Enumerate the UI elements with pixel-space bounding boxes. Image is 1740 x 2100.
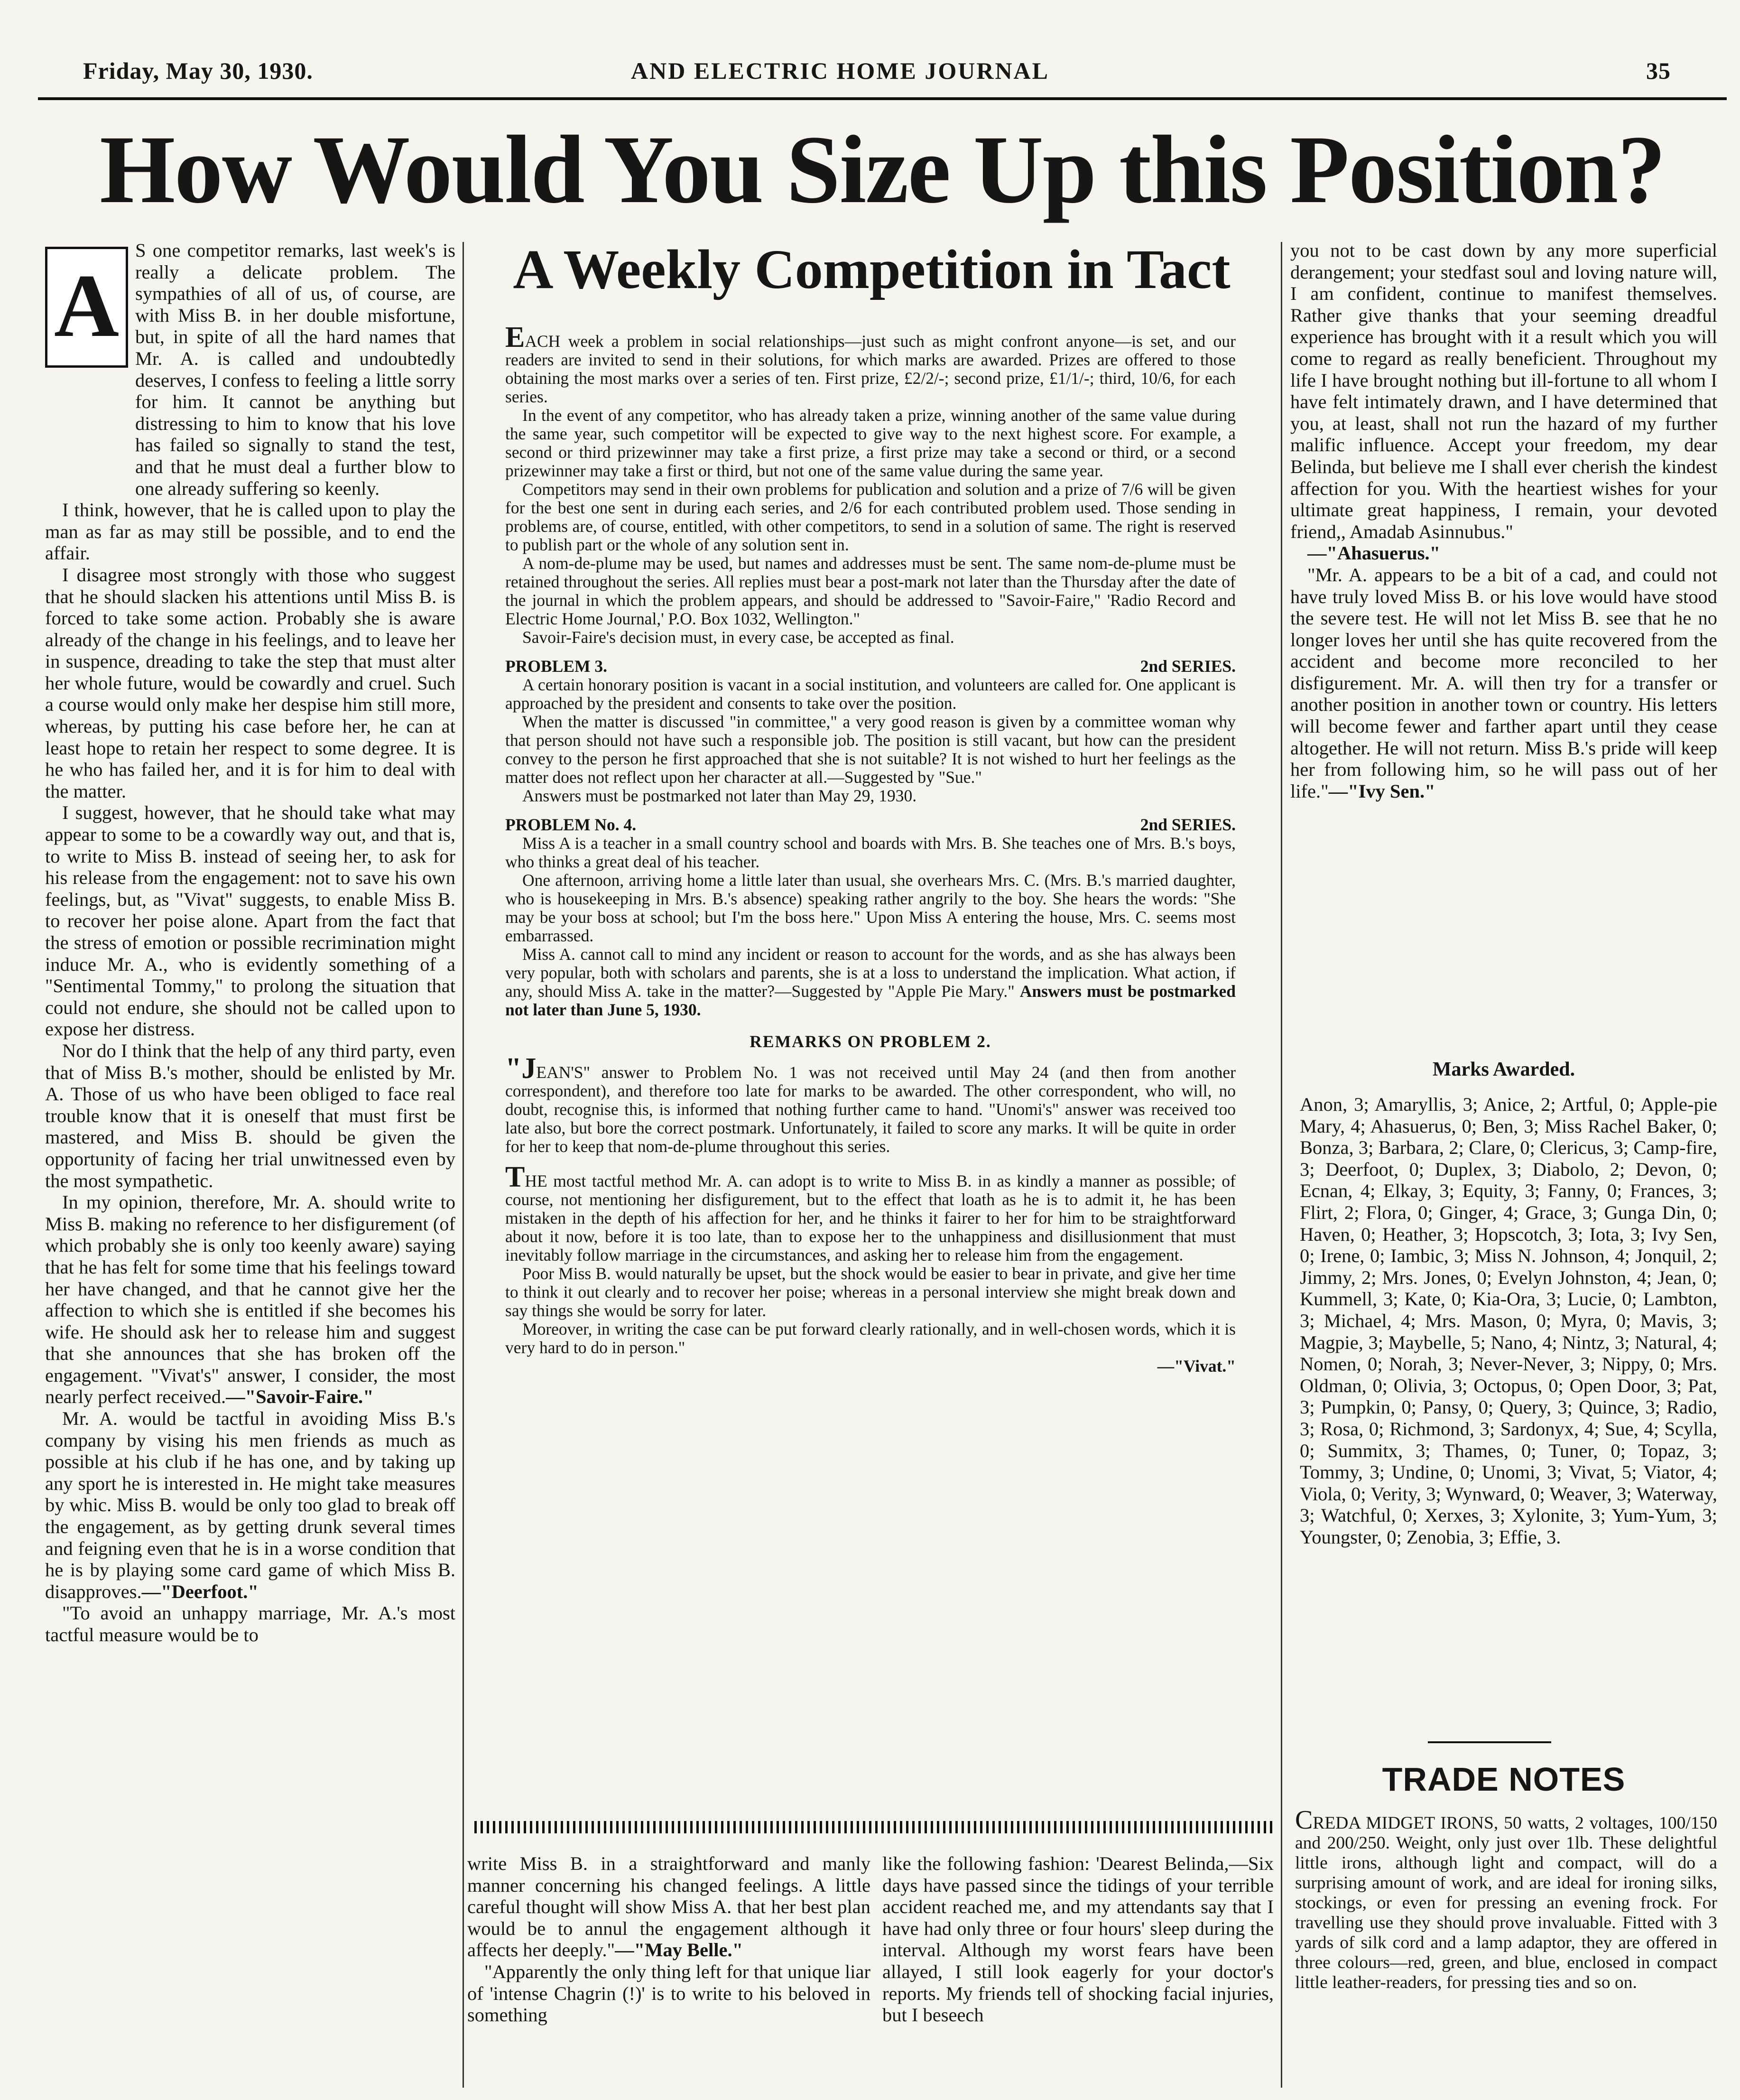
header-rule [38,97,1727,100]
rules-intro [505,321,1236,406]
remarks-paragraph [505,1052,1236,1156]
bottom-text-body: write Miss B. in a straightforward and manly manner concerning his changed feelings. A little careful thought will show Miss A. that her best plan would be to annul the engagement although it affects her deeply." [467,1853,870,1961]
remarks-dropcap: T [505,1161,525,1193]
remarks-dropcap: "J [505,1052,537,1085]
page-number: 35 [1646,57,1671,84]
column-1 [45,240,455,1646]
col1-paragraph [45,1191,455,1408]
col4-paragraph: you not to be cast down by any more superficial derangement; your stedfast soul and loving nature will, I am confident, continue to manifest themselves. Rather give thanks that your seeming dreadful experience has brought with it a result which you will come to regard as really beneficient. Throughout my life I have brought nothing but ill-fortune to all whom I have felt intimately drawn, and I have determined that you, at least, shall not run the hazard of my further malific influence. Accept your freedom, my dear Belinda, but believe me I shall ever cherish the kindest affection for you. With the heartiest wishes for your ultimate great happiness, I remain, your devoted friend,, Amadab Asinnubus." [1290,240,1717,542]
problem-3-text: A certain honorary position is vacant in a social institution, and volunteers are called for. One applicant is approached by the president and consents to take over the position. [505,675,1236,713]
signature-deerfoot: —"Deerfoot." [141,1580,259,1602]
ornamental-dropcap: A [45,247,128,368]
bottom-text [467,1853,870,1961]
problem-4-heading [505,816,1236,834]
col1-paragraph: I disagree most strongly with those who suggest that he should slacken his attentions until Miss B. is forced to take some action. Probably she is aware already of the change in his feelings, and to leave her in suspence, dreading to take the step that must alter her whole future, would be cowardly and cruel. Such a course would only make her despise him still more, whereas, by putting his case before her, he can at least hope to retain her respect to some degree. It is he who has failed her, and it is for him to deal with the matter. [45,564,455,802]
decorative-separator [474,1821,1276,1833]
problem-4-label: PROBLEM No. 4. [505,815,637,834]
trade-notes-body: REDA MIDGET IRONS, 50 watts, 2 voltages, 100/150 and 200/250. Weight, only just over 1lb. These delightful little irons, although light and compact, will do a surprising amount of work, and are ideal for ironing silks, stockings, or even for pressing an evening frock. For travelling use they should prove invaluable. Fitted with 3 yards of silk cord and a lamp adaptor, they are offered in three colours—red, green, and blue, enclosed in compact little leather-readers, for pressing ties and so on. [1295,1813,1717,1992]
problem-4-text: Miss A is a teacher in a small country school and boards with Mrs. B. She teaches one of Mrs. B.'s boys, who thinks a great deal of his teacher. [505,834,1236,871]
journal-name: AND ELECTRIC HOME JOURNAL [631,57,1050,84]
column-4 [1290,240,1717,802]
col1-paragraph: "To avoid an unhappy marriage, Mr. A.'s most tactful measure would be to [45,1602,455,1645]
subheadline: A Weekly Competition in Tact [513,238,1231,300]
problem-3-series: 2nd SERIES. [1140,657,1236,676]
remarks-text: HE most tactful method Mr. A. can adopt is to write to Miss B. in as kindly a manner as possible; of course, not mentioning her disfigurement, but to the effect that loath as he is to admit it, he has been mistaken in the depth of his affection for her, and he thinks it fairer to her for him to be straightforward about it now, before it is too late, than to expose her to the unhappiness and disillusionment that must inevitably follow marriage in the circumstances, and asking her to release him from the engagement. [505,1171,1236,1264]
remarks-paragraph [505,1161,1236,1264]
col4-paragraph [1290,564,1717,802]
signature-ivy-sen: —"Ivy Sen." [1328,780,1435,802]
column-rule [463,242,464,2088]
rules-paragraph: Savoir-Faire's decision must, in every case, be accepted as final. [522,628,954,647]
headline: How Would You Size Up this Position? [100,116,1665,223]
trade-notes-heading: TRADE NOTES [1382,1761,1626,1798]
marks-awarded-heading: Marks Awarded. [1432,1059,1575,1080]
signature-savoir-faire: —"Savoir-Faire." [226,1386,374,1408]
bottom-text: "Apparently the only thing left for that unique liar of 'intense Chagrin (!)' is to write to his beloved in something [467,1961,870,2026]
col1-text: Mr. A. would be tactful in avoiding Miss B.'s company by vising his men friends as much as possible at his club if he has one, and by taking up any sport he is interested in. He might take measures by whic. Miss B. would be only too glad to break off the engagement, as by getting drunk several times and feigning even that he is in a worse condition that he is by playing some card game of which Miss B. disapproves. [45,1408,455,1602]
rules-paragraph: A nom-de-plume may be used, but names and addresses must be sent. The same nom-de-plume must be retained throughout the series. All replies must bear a post-mark not later than the Thursday after the date of the journal in which the problem appears, and should be addressed to "Savoir-Faire," 'Radio Record and Electric Home Journal,' P.O. Box 1032, Wellington." [505,554,1236,628]
column-rule [1281,242,1282,2088]
signature-vivat: —"Vivat." [1157,1357,1236,1375]
problem-4-text: One afternoon, arriving home a little later than usual, she overhears Mrs. C. (Mrs. B.'s married daughter, who is housekeeping in Mrs. B.'s absence) speaking rather angrily to the boy. She hears the words: "She may be your boss at school; but I'm the boss here." Upon Miss A entering the house, Mrs. C. seems most embarrassed. [505,871,1236,945]
problem-3-heading [505,657,1236,676]
col1-paragraph: Nor do I think that the help of any third party, even that of Miss B.'s mother, should be enlisted by Mr. A. Those of us who have been obliged to face real trouble know that it is oneself that must first be mastered, and Miss B. should be given the opportunity of facing her trial unwitnessed even by the most sympathetic. [45,1040,455,1191]
remarks-heading: REMARKS ON PROBLEM 2. [750,1032,991,1051]
problem-4-deadline: Answers must be postmarked not later than June 5, 1930. [505,982,1236,1019]
problem-3-text: When the matter is discussed "in committee," a very good reason is given by a committee woman why that person should not have such a responsible job. The position is still vacant, but how can the president convey to the person he first approached that she is not suitable? It is not wished to hurt her feelings as the matter does not reflect upon her character at all.—Suggested by "Sue." [505,712,1236,787]
problem-4-series: 2nd SERIES. [1140,815,1236,834]
bottom-column-b [882,1853,1274,2026]
problem-3-deadline: Answers must be postmarked not later than May 29, 1930. [522,786,917,805]
rules-text: ACH week a problem in social relationships—just such as might confront anyone—is set, and our readers are invited to send in their solutions, for which marks are awarded. Prizes are offered to those obtaining the most marks over a series of ten. First prize, £2/2/-; second prize, £1/1/-; third, 10/6, for each series. [505,332,1236,406]
problem-3-label: PROBLEM 3. [505,657,607,676]
rules-dropcap: E [505,321,525,353]
trade-notes-text [1295,1805,1717,1993]
col1-text: In my opinion, therefore, Mr. A. should write to Miss B. making no reference to her disfigurement (of which probably she is only too keenly aware) saying that he has felt for some time that his feelings toward her have changed, and that he cannot give her the affection to which she is entitled if she becomes his wife. He should ask her to release him and suggest that she announces that she has broken off the engagement. "Vivat's" answer, I consider, the most nearly perfect received. [45,1191,455,1408]
bottom-column-a [467,1853,870,2026]
trade-rule [1428,1741,1551,1743]
remarks-paragraph: Poor Miss B. would naturally be upset, but the shock would be easier to bear in private, and give her time to think it out clearly and to recover her poise; whereas in a personal interview she might break down and say things she would be sorry for later. [505,1264,1236,1320]
col1-paragraph: S one competitor remarks, last week's is really a delicate problem. The sympathies of all of us, of course, are with Miss B. in her double misfortune, but, in spite of all the hard names that Mr. A. is called and undoubtedly deserves, I confess to feeling a little sorry for him. It cannot be anything but distressing to him to know that his love has failed so signally to stand the test, and that he must deal a further blow to one already suffering so keenly. [135,240,455,499]
bottom-text: like the following fashion: 'Dearest Belinda,—Six days have passed since the tidings of your terrible accident reached me, and my attendants say that I have had only three or four hours' sleep during the interval. Although my worst fears have been allayed, I still look eagerly for your doctor's reports. My friends tell of shocking facial injuries, but I beseech [882,1853,1274,2026]
remarks-paragraph: Moreover, in writing the case can be put forward clearly rationally, and in well-chosen words, which it is very hard to do in person." [505,1319,1236,1357]
trade-dropcap: C [1295,1805,1313,1835]
col4-text: "Mr. A. appears to be a bit of a cad, and could not have truly loved Miss B. or his love would have stood the severe test. He will not let Miss B. see that he no longer loves her until she has quite recovered from the accident and become more reconciled to her disfigurement. Mr. A. will then try for a transfer or another position in another town or country. His letters will become fewer and farther apart until they cease altogether. He will not return. Miss B.'s pride will keep her from following him, so he will pass out of her life." [1290,564,1717,802]
problem-4-text [505,945,1236,1019]
remarks-text: EAN'S" answer to Problem No. 1 was not received until May 24 (and then from another correspondent), and therefore too late for marks to be awarded. The other correspondent, who will, no doubt, recognise this, is informed that nothing further came to hand. "Unomi's" answer was received too late also, but bore the correct postmark. Unfortunately, it failed to score any marks. It will be quite in order for her to keep that nom-de-plume throughout this series. [505,1063,1236,1156]
signature-may-belle: —"May Belle." [615,1939,743,1961]
col1-paragraph [45,1408,455,1602]
col1-paragraph: I suggest, however, that he should take what may appear to some to be a cowardly way out, and that is, to write to Miss B. instead of seeing her, to ask for his release from the engagement: not to save his own feelings, but, as "Vivat" suggests, to enable Miss B. to recover her poise alone. Apart from the fact that the stress of emotion or possible recrimination might induce Mr. A., who is evidently something of a "Sentimental Tommy," to prolong the situation that could not endure, she should not be called upon to expose her distress. [45,802,455,1040]
rules-paragraph: Competitors may send in their own problems for publication and solution and a prize of 7/6 will be given for the best one sent in during each series, and 2/6 for each contributed problem used. Those sending in problems are, of course, entitled, with other competitors, to send in a solution of same. The right is reserved to publish part or the whole of any solution sent in. [505,480,1236,554]
col1-paragraph: I think, however, that he is called upon to play the man as far as may still be possible, and to end the affair. [45,499,455,564]
competition-box [505,321,1236,1375]
issue-date: Friday, May 30, 1930. [83,57,313,84]
marks-awarded-list: Anon, 3; Amaryllis, 3; Anice, 2; Artful, 0; Apple-pie Mary, 4; Ahasuerus, 0; Ben, 3; Miss Rachel Baker, 0; Bonza, 3; Barbara, 2; Clare, 0; Clericus, 3; Camp-fire, 3; Deerfoot, 0; Duplex, 3; Diabolo, 2; Devon, 0; Ecnan, 4; Elkay, 3; Equity, 3; Fanny, 0; Frances, 3; Flirt, 2; Flora, 0; Ginger, 4; Grace, 3; Gunga Din, 0; Haven, 0; Heather, 3; Hopscotch, 3; Iota, 3; Ivy Sen, 0; Irene, 0; Iambic, 3; Miss N. Johnson, 4; Jonquil, 2; Jimmy, 2; Mrs. Jones, 0; Evelyn Johnston, 4; Jean, 0; Kummell, 3; Kate, 0; Kia-Ora, 3; Lucie, 0; Lambton, 3; Michael, 4; Mrs. Mason, 0; Myra, 0; Mavis, 3; Magpie, 3; Maybelle, 5; Nano, 4; Nintz, 3; Natural, 4; Nomen, 0; Norah, 3; Never-Never, 3; Nippy, 0; Mrs. Oldman, 0; Olivia, 3; Octopus, 0; Open Door, 3; Pat, 3; Pumpkin, 0; Pansy, 0; Query, 3; Quince, 3; Radio, 3; Rosa, 0; Richmond, 3; Sardonyx, 4; Sue, 4; Scylla, 0; Summitx, 3; Thames, 0; Tuner, 0; Topaz, 3; Tommy, 3; Undine, 0; Unomi, 3; Vivat, 5; Viator, 4; Viola, 0; Verity, 3; Wynward, 0; Weaver, 3; Waterway, 3; Watchful, 0; Xerxes, 3; Xylonite, 3; Yum-Yum, 3; Youngster, 0; Zenobia, 3; Effie, 3. [1300,1094,1717,1548]
problem-4-text-body: Miss A. cannot call to mind any incident or reason to account for the words, and as she has always been very popular, both with scholars and parents, she is at a loss to understand the implication. What action, if any, should Miss A. take in the matter?—Suggested by "Apple Pie Mary." [505,945,1236,1001]
rules-paragraph: In the event of any competitor, who has already taken a prize, winning another of the same value during the same year, such competitor will be expected to give way to the next highest score. For example, a second or third prizewinner may take a first prize, a first prize may take a second or third, or a second prizewinner may take a first or third, but not one of the same value during the same year. [505,406,1236,480]
signature-ahasuerus: —"Ahasuerus." [1307,542,1441,564]
